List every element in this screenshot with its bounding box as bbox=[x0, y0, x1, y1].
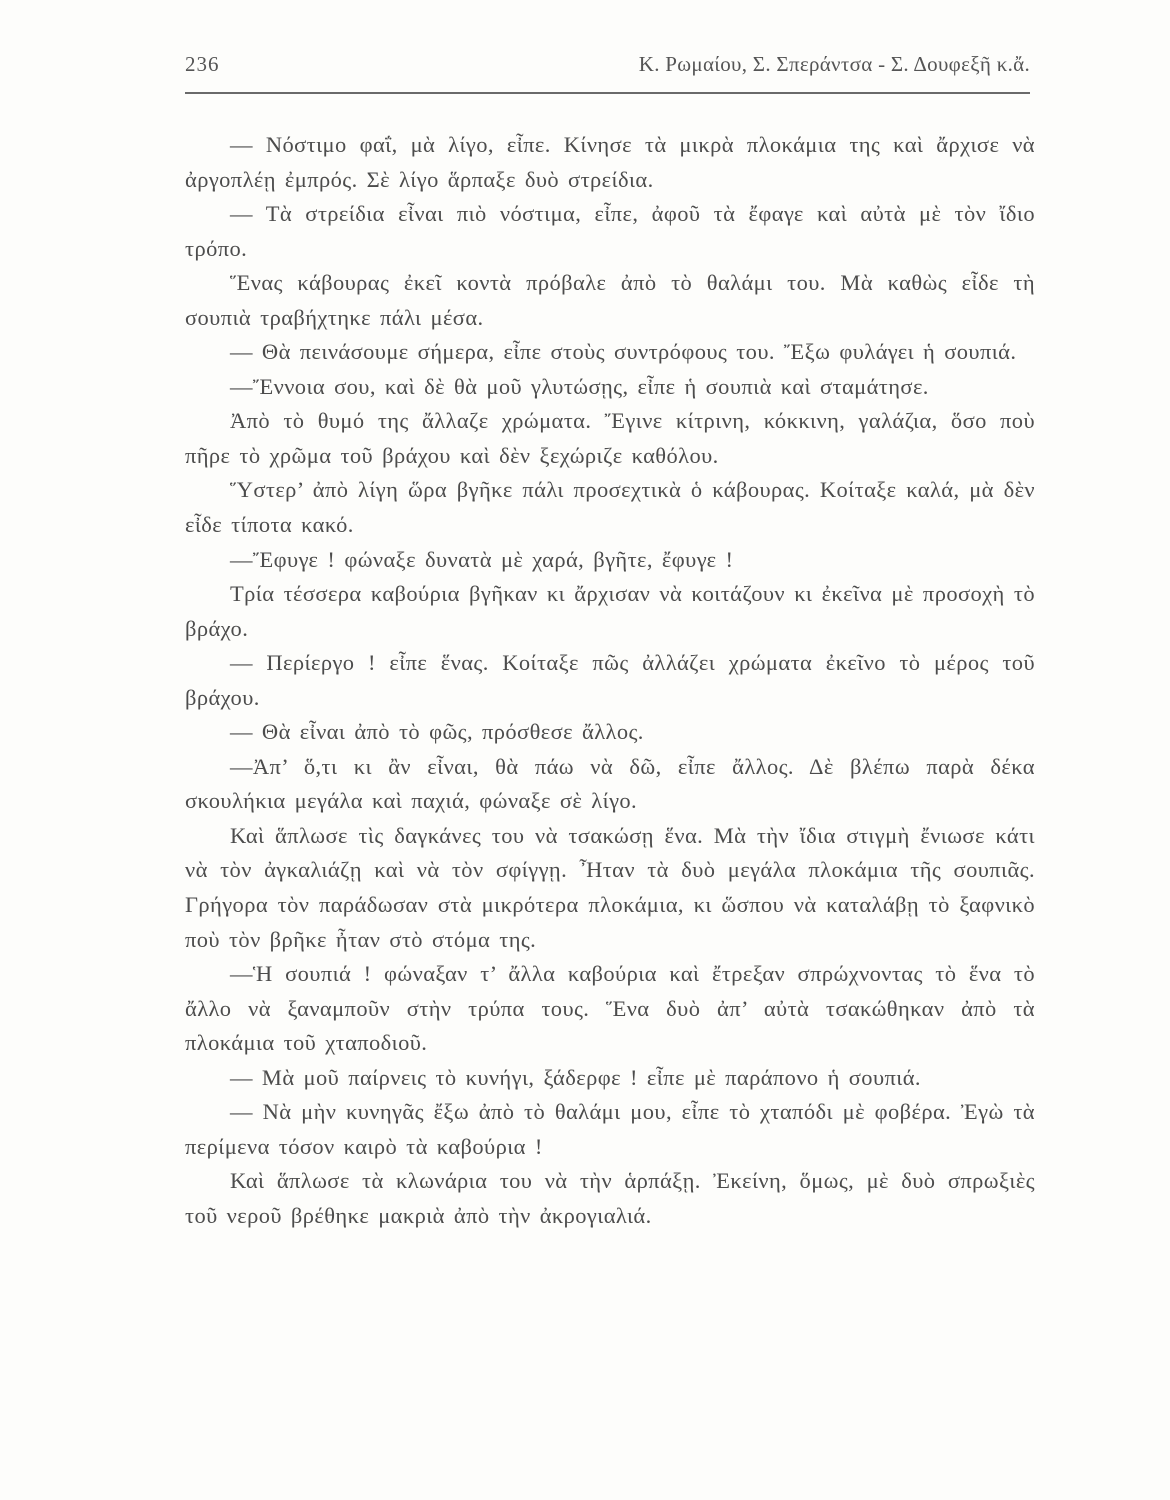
paragraph: — Τὰ στρείδια εἶναι πιὸ νόστιμα, εἶπε, ἀφοῦ τὰ ἔφαγε καὶ αὐτὰ μὲ τὸν ἴδιο τρόπο. bbox=[185, 201, 1035, 261]
paragraph: Καὶ ἅπλωσε τὶς δαγκάνες του νὰ τσακώσῃ ἕνα. Μὰ τὴν ἴδια στιγμὴ ἔνιωσε κάτι νὰ τὸν ἀγκαλιάζῃ καὶ νὰ τὸν σφίγγῃ. Ἦταν τὰ δυὸ μεγάλα πλοκάμια τῆς σουπιᾶς. Γρήγορα τὸν παράδωσαν στὰ μικρότερα πλοκάμια, κι ὥσπου νὰ καταλάβῃ τὸ ξαφνικὸ ποὺ τὸν βρῆκε ἦταν στὸ στόμα της. bbox=[185, 822, 1035, 952]
paragraph: Τρία τέσσερα καβούρια βγῆκαν κι ἄρχισαν νὰ κοιτάζουν κι ἐκεῖνα μὲ προσοχὴ τὸ βράχο. bbox=[185, 581, 1035, 641]
paragraph: Καὶ ἅπλωσε τὰ κλωνάρια του νὰ τὴν ἁρπάξῃ. Ἐκείνη, ὅμως, μὲ δυὸ σπρωξιὲς τοῦ νεροῦ βρέθηκε μακριὰ ἀπὸ τὴν ἀκρογιαλιά. bbox=[185, 1168, 1035, 1228]
paragraph: — Θὰ πεινάσουμε σήμερα, εἶπε στοὺς συντρόφους του. Ἔξω φυλάγει ἡ σουπιά. bbox=[230, 339, 1017, 365]
paragraph: —Ἡ σουπιά ! φώναξαν τ’ ἄλλα καβούρια καὶ ἔτρεξαν σπρώχνοντας τὸ ἕνα τὸ ἄλλο νὰ ξαναμποῦν στὴν τρύπα τους. Ἕνα δυὸ ἀπ’ αὐτὰ τσακώθηκαν ἀπὸ τὰ πλοκάμια τοῦ χταποδιοῦ. bbox=[185, 961, 1035, 1056]
paragraph: Ὕστερ’ ἀπὸ λίγη ὥρα βγῆκε πάλι προσεχτικὰ ὁ κάβουρας. Κοίταξε καλά, μὰ δὲν εἶδε τίποτα κακό. bbox=[185, 477, 1035, 538]
body-text bbox=[185, 128, 1035, 1234]
paragraph: —Ἀπ’ ὅ,τι κι ἂν εἶναι, θὰ πάω νὰ δῶ, εἶπε ἄλλος. Δὲ βλέπω παρὰ δέκα σκουλήκια μεγάλα καὶ παχιά, φώναξε σὲ λίγο. bbox=[185, 753, 1035, 814]
paragraph: — Μὰ μοῦ παίρνεις τὸ κυνήγι, ξάδερφε ! εἶπε μὲ παράπονο ἡ σουπιά. bbox=[230, 1064, 921, 1090]
paragraph: — Νὰ μὴν κυνηγᾶς ἔξω ἀπὸ τὸ θαλάμι μου, εἶπε τὸ χταπόδι μὲ φοβέρα. Ἐγὼ τὰ περίμενα τόσον καιρὸ τὰ καβούρια ! bbox=[185, 1099, 1035, 1159]
paragraph: —Ἔφυγε ! φώναξε δυνατὰ μὲ χαρά, βγῆτε, ἔφυγε ! bbox=[230, 546, 734, 572]
paragraph: — Περίεργο ! εἶπε ἕνας. Κοίταξε πῶς ἀλλάζει χρώματα ἐκεῖνο τὸ μέρος τοῦ βράχου. bbox=[185, 650, 1035, 710]
running-head bbox=[185, 52, 1030, 92]
header-rule bbox=[185, 92, 1030, 94]
paragraph: — Νόστιμο φαΐ, μὰ λίγο, εἶπε. Κίνησε τὰ μικρὰ πλοκάμια της καὶ ἄρχισε νὰ ἀργοπλέῃ ἐμπρός. Σὲ λίγο ἅρπαξε δυὸ στρείδια. bbox=[185, 132, 1035, 192]
paragraph: Ἕνας κάβουρας ἐκεῖ κοντὰ πρόβαλε ἀπὸ τὸ θαλάμι του. Μὰ καθὼς εἶδε τὴ σουπιὰ τραβήχτηκε πάλι μέσα. bbox=[185, 270, 1035, 330]
page-number: 236 bbox=[185, 52, 220, 76]
paragraph: — Θὰ εἶναι ἀπὸ τὸ φῶς, πρόσθεσε ἄλλος. bbox=[230, 719, 644, 745]
running-title: Κ. Ρωμαίου, Σ. Σπεράντσα - Σ. Δουφεξῆ κ.ἄ. bbox=[638, 52, 1030, 76]
paragraph: Ἀπὸ τὸ θυμό της ἄλλαζε χρώματα. Ἔγινε κίτρινη, κόκκινη, γαλάζια, ὅσο ποὺ πῆρε τὸ χρῶμα τοῦ βράχου καὶ δὲν ξεχώριζε καθόλου. bbox=[185, 408, 1035, 468]
paragraph: —Ἔννοια σου, καὶ δὲ θὰ μοῦ γλυτώσῃς, εἶπε ἡ σουπιὰ καὶ σταμάτησε. bbox=[230, 373, 929, 399]
